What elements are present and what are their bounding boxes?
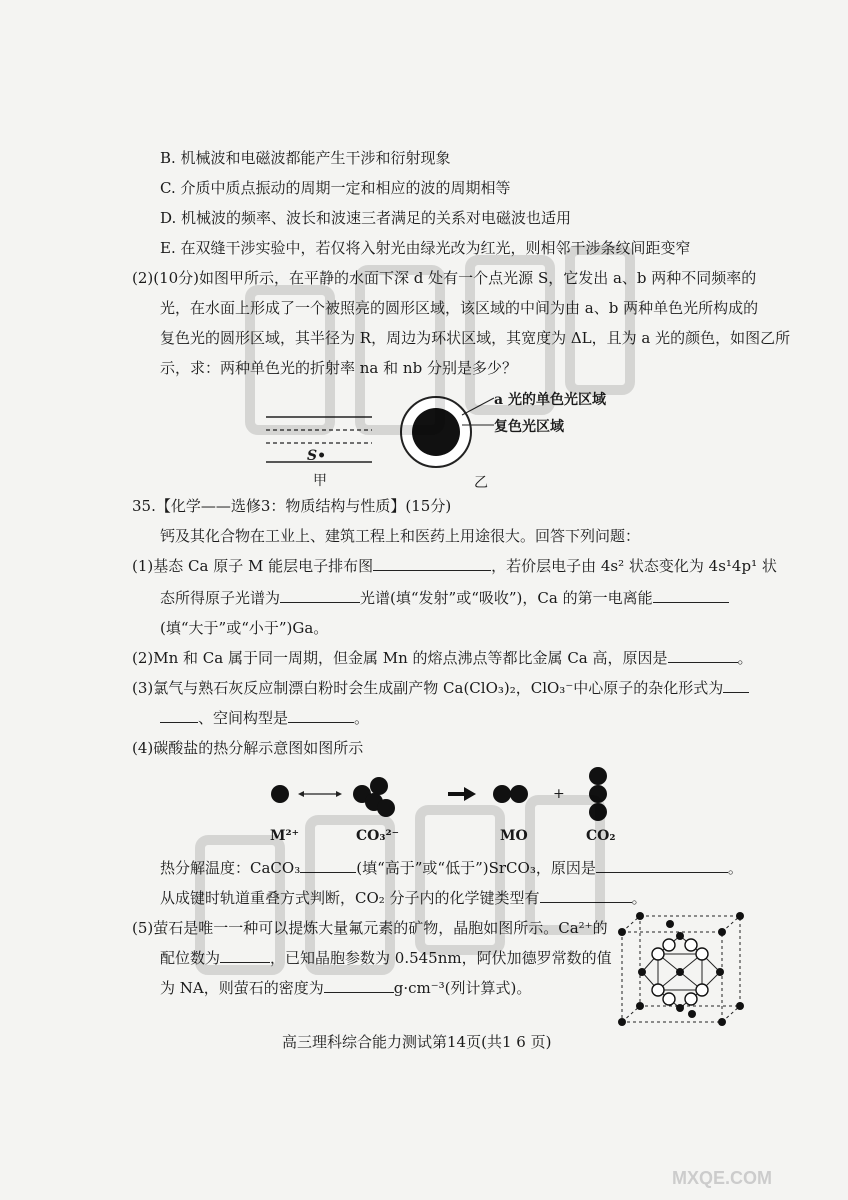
fluorite-unit-cell-diagram bbox=[612, 910, 752, 1028]
mixed-light-region-label: 复色光区域 bbox=[494, 419, 564, 435]
t1-text-c: 。 bbox=[727, 859, 743, 877]
q35-s3-line-2 bbox=[160, 708, 369, 728]
s5-text-d: 为 NA，则萤石的密度为 bbox=[160, 979, 324, 997]
s2-text-a: (2)Mn 和 Ca 属于同一周期，但金属 Mn 的熔点沸点等都比金属 Ca 高，原因是 bbox=[132, 649, 668, 667]
s3-blank-1a[interactable] bbox=[723, 678, 749, 693]
s3-text-c: 。 bbox=[354, 709, 370, 727]
carbonate-decomposition-diagram bbox=[262, 762, 632, 842]
s5-text-e: g·cm⁻³(列计算式)。 bbox=[393, 979, 532, 997]
watermark-site: MXQE.COM bbox=[672, 1168, 773, 1188]
t2-text-a: 从成键时轨道重叠方式判断，CO₂ 分子内的化学键类型有 bbox=[160, 889, 540, 907]
q35-s1-line-3: (填“大于”或“小于”)Ga。 bbox=[160, 619, 329, 637]
m-ion-atom bbox=[271, 785, 289, 803]
s1-text-a: (1)基态 Ca 原子 M 能层电子排布图 bbox=[132, 557, 374, 575]
s1-blank-1[interactable] bbox=[373, 556, 491, 571]
q2-line-3: 复色光的圆形区域，其半径为 R，周边为环状区域，其宽度为 ΔL，且为 a 光的颜色，如图乙所 bbox=[160, 329, 791, 347]
q35-title: 35.【化学——选修3：物质结构与性质】(15分) bbox=[132, 497, 452, 515]
a-light-region-label: a 光的单色光区域 bbox=[494, 392, 606, 408]
s2-blank[interactable] bbox=[668, 648, 738, 663]
q35-s5-line-2 bbox=[160, 948, 612, 968]
page-footer: 高三理科综合能力测试第14页(共1 6 页) bbox=[282, 1033, 552, 1051]
t2-text-b: 。 bbox=[631, 889, 647, 907]
s5-blank-2[interactable] bbox=[324, 978, 394, 993]
t1-text-b: (填“高于”或“低于”)SrCO₃，原因是 bbox=[356, 859, 596, 877]
figure-yi-caption: 乙 bbox=[474, 475, 488, 491]
q35-t1 bbox=[160, 858, 743, 878]
q35-s1-line-2 bbox=[160, 588, 729, 608]
t1-blank-1[interactable] bbox=[300, 858, 356, 873]
s5-blank-1[interactable] bbox=[220, 948, 270, 963]
q2-line-1: (2)(10分)如图甲所示，在平静的水面下深 d 处有一个点光源 S，它发出 a、b 两种不同频率的 bbox=[132, 269, 757, 287]
s1-text-d: 光谱(填“发射”或“吸收”)，Ca 的第一电离能 bbox=[360, 589, 653, 607]
q35-s4: (4)碳酸盐的热分解示意图如图所示 bbox=[132, 739, 364, 757]
q35-intro: 钙及其化合物在工业上、建筑工程上和医药上用途很大。回答下列问题： bbox=[160, 527, 641, 545]
s1-text-b: ，若价层电子由 4s² 状态变化为 4s¹4p¹ 状 bbox=[491, 557, 777, 575]
t1-text-a: 热分解温度：CaCO₃ bbox=[160, 859, 301, 877]
option-e: E. 在双缝干涉实验中，若仅将入射光由绿光改为红光，则相邻干涉条纹间距变窄 bbox=[160, 239, 691, 257]
s3-text-a: (3)氯气与熟石灰反应制漂白粉时会生成副产物 Ca(ClO₃)₂，ClO₃⁻中心原子的杂化形式为 bbox=[132, 679, 724, 697]
s3-text-b: 、空间构型是 bbox=[198, 709, 289, 727]
q2-line-4: 示，求：两种单色光的折射率 na 和 nb 分别是多少？ bbox=[160, 359, 517, 377]
point-source-s: S• bbox=[307, 448, 327, 464]
q35-s5-line-3 bbox=[160, 978, 531, 998]
q35-s5-line-1: (5)萤石是唯一一种可以提炼大量氟元素的矿物，晶胞如图所示。Ca²⁺的 bbox=[132, 919, 608, 937]
s5-text-c: ，已知晶胞参数为 0.545nm，阿伏加德罗常数的值 bbox=[270, 949, 612, 967]
q35-s2 bbox=[132, 648, 753, 668]
s5-text-b: 配位数为 bbox=[160, 949, 221, 967]
s1-blank-2[interactable] bbox=[280, 588, 360, 603]
figure-jia-caption: 甲 bbox=[313, 473, 327, 489]
plus-sign: + bbox=[553, 786, 565, 802]
option-c: C. 介质中质点振动的周期一定和相应的波的周期相等 bbox=[160, 179, 511, 197]
option-d: D. 机械波的频率、波长和波速三者满足的关系对电磁波也适用 bbox=[160, 209, 572, 227]
s1-blank-3[interactable] bbox=[653, 588, 729, 603]
t2-blank[interactable] bbox=[540, 888, 632, 903]
m-ion-label: M²⁺ bbox=[270, 828, 300, 844]
co2-label: CO₂ bbox=[586, 828, 616, 844]
q35-s3-line-1 bbox=[132, 678, 749, 698]
t1-blank-2[interactable] bbox=[596, 858, 728, 873]
mo-label: MO bbox=[500, 828, 528, 844]
q2-line-2: 光，在水面上形成了一个被照亮的圆形区域，该区域的中间为由 a、b 两种单色光所构成的 bbox=[160, 299, 759, 317]
s1-text-c: 态所得原子光谱为 bbox=[160, 589, 281, 607]
s3-blank-2[interactable] bbox=[288, 708, 354, 723]
q35-t2 bbox=[160, 888, 647, 908]
s2-text-b: 。 bbox=[737, 649, 753, 667]
option-b: B. 机械波和电磁波都能产生干涉和衍射现象 bbox=[160, 149, 451, 167]
s3-blank-1b[interactable] bbox=[160, 708, 198, 723]
carbonate-label: CO₃²⁻ bbox=[356, 828, 399, 844]
q35-s1-line-1 bbox=[132, 556, 777, 576]
